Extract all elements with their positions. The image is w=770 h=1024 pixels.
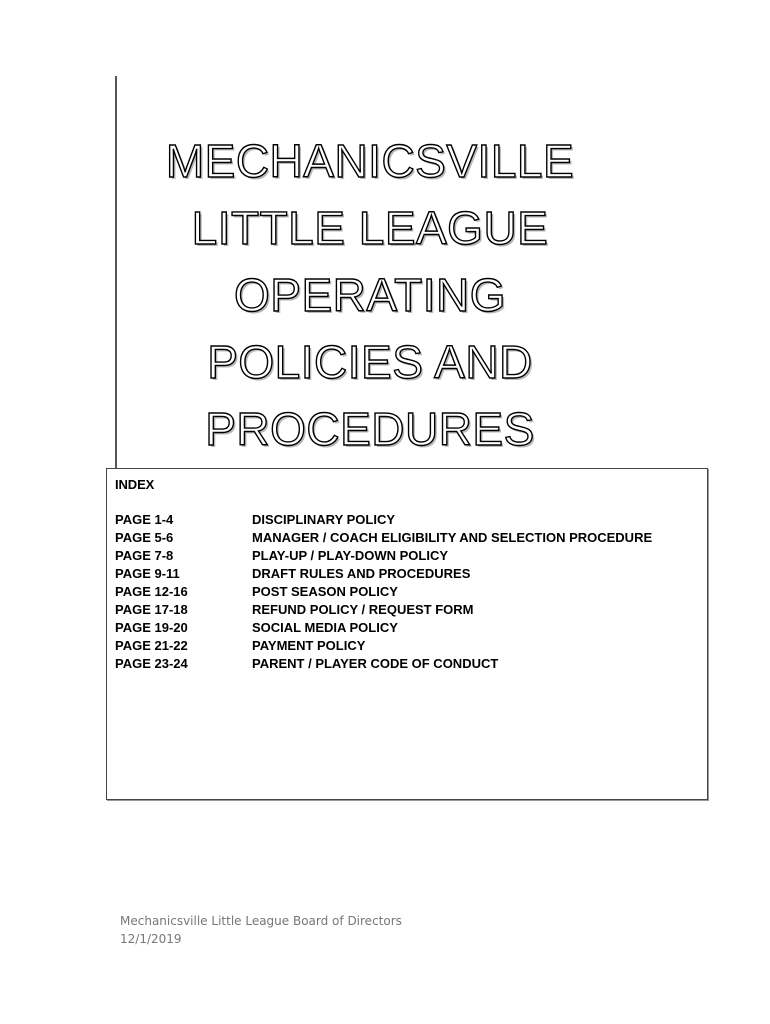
index-entry — [115, 547, 652, 565]
index-entry — [115, 511, 652, 529]
title-line: LITTLE LEAGUE — [191, 202, 549, 254]
index-page-range: PAGE 9-11 — [115, 566, 180, 581]
title-line: OPERATING — [233, 269, 506, 321]
index-page-range: PAGE 23-24 — [115, 656, 188, 671]
index-page-range: PAGE 5-6 — [115, 530, 174, 545]
footer-author: Mechanicsville Little League Board of Directors — [120, 914, 402, 928]
index-topic: REFUND POLICY / REQUEST FORM — [252, 602, 474, 617]
index-topic: PLAY-UP / PLAY-DOWN POLICY — [252, 548, 449, 563]
index-page-range: PAGE 21-22 — [115, 638, 188, 653]
index-list — [115, 511, 652, 673]
index-heading: INDEX — [115, 477, 155, 492]
index-topic: DRAFT RULES AND PROCEDURES — [252, 566, 471, 581]
document-footer — [120, 912, 402, 948]
index-entry — [115, 637, 652, 655]
index-entry — [115, 583, 652, 601]
index-topic: DISCIPLINARY POLICY — [252, 512, 396, 527]
title-line: POLICIES AND — [207, 336, 533, 388]
index-entry — [115, 565, 652, 583]
index-topic: SOCIAL MEDIA POLICY — [252, 620, 398, 635]
index-entry — [115, 601, 652, 619]
index-topic: POST SEASON POLICY — [252, 584, 398, 599]
title-line: MECHANICSVILLE — [165, 135, 575, 187]
index-box — [106, 468, 708, 800]
index-page-range: PAGE 7-8 — [115, 548, 174, 563]
left-margin-rule — [115, 76, 117, 468]
index-page-range: PAGE 1-4 — [115, 512, 174, 527]
index-entry — [115, 655, 652, 673]
footer-date: 12/1/2019 — [120, 932, 182, 946]
index-entry — [115, 529, 652, 547]
index-page-range: PAGE 17-18 — [115, 602, 188, 617]
index-topic: PARENT / PLAYER CODE OF CONDUCT — [252, 656, 499, 671]
document-title — [120, 128, 620, 463]
index-page-range: PAGE 19-20 — [115, 620, 188, 635]
index-topic: PAYMENT POLICY — [252, 638, 366, 653]
title-line: PROCEDURES — [205, 403, 535, 455]
index-entry — [115, 619, 652, 637]
index-topic: MANAGER / COACH ELIGIBILITY AND SELECTION PROCEDURE — [252, 530, 653, 545]
index-page-range: PAGE 12-16 — [115, 584, 188, 599]
